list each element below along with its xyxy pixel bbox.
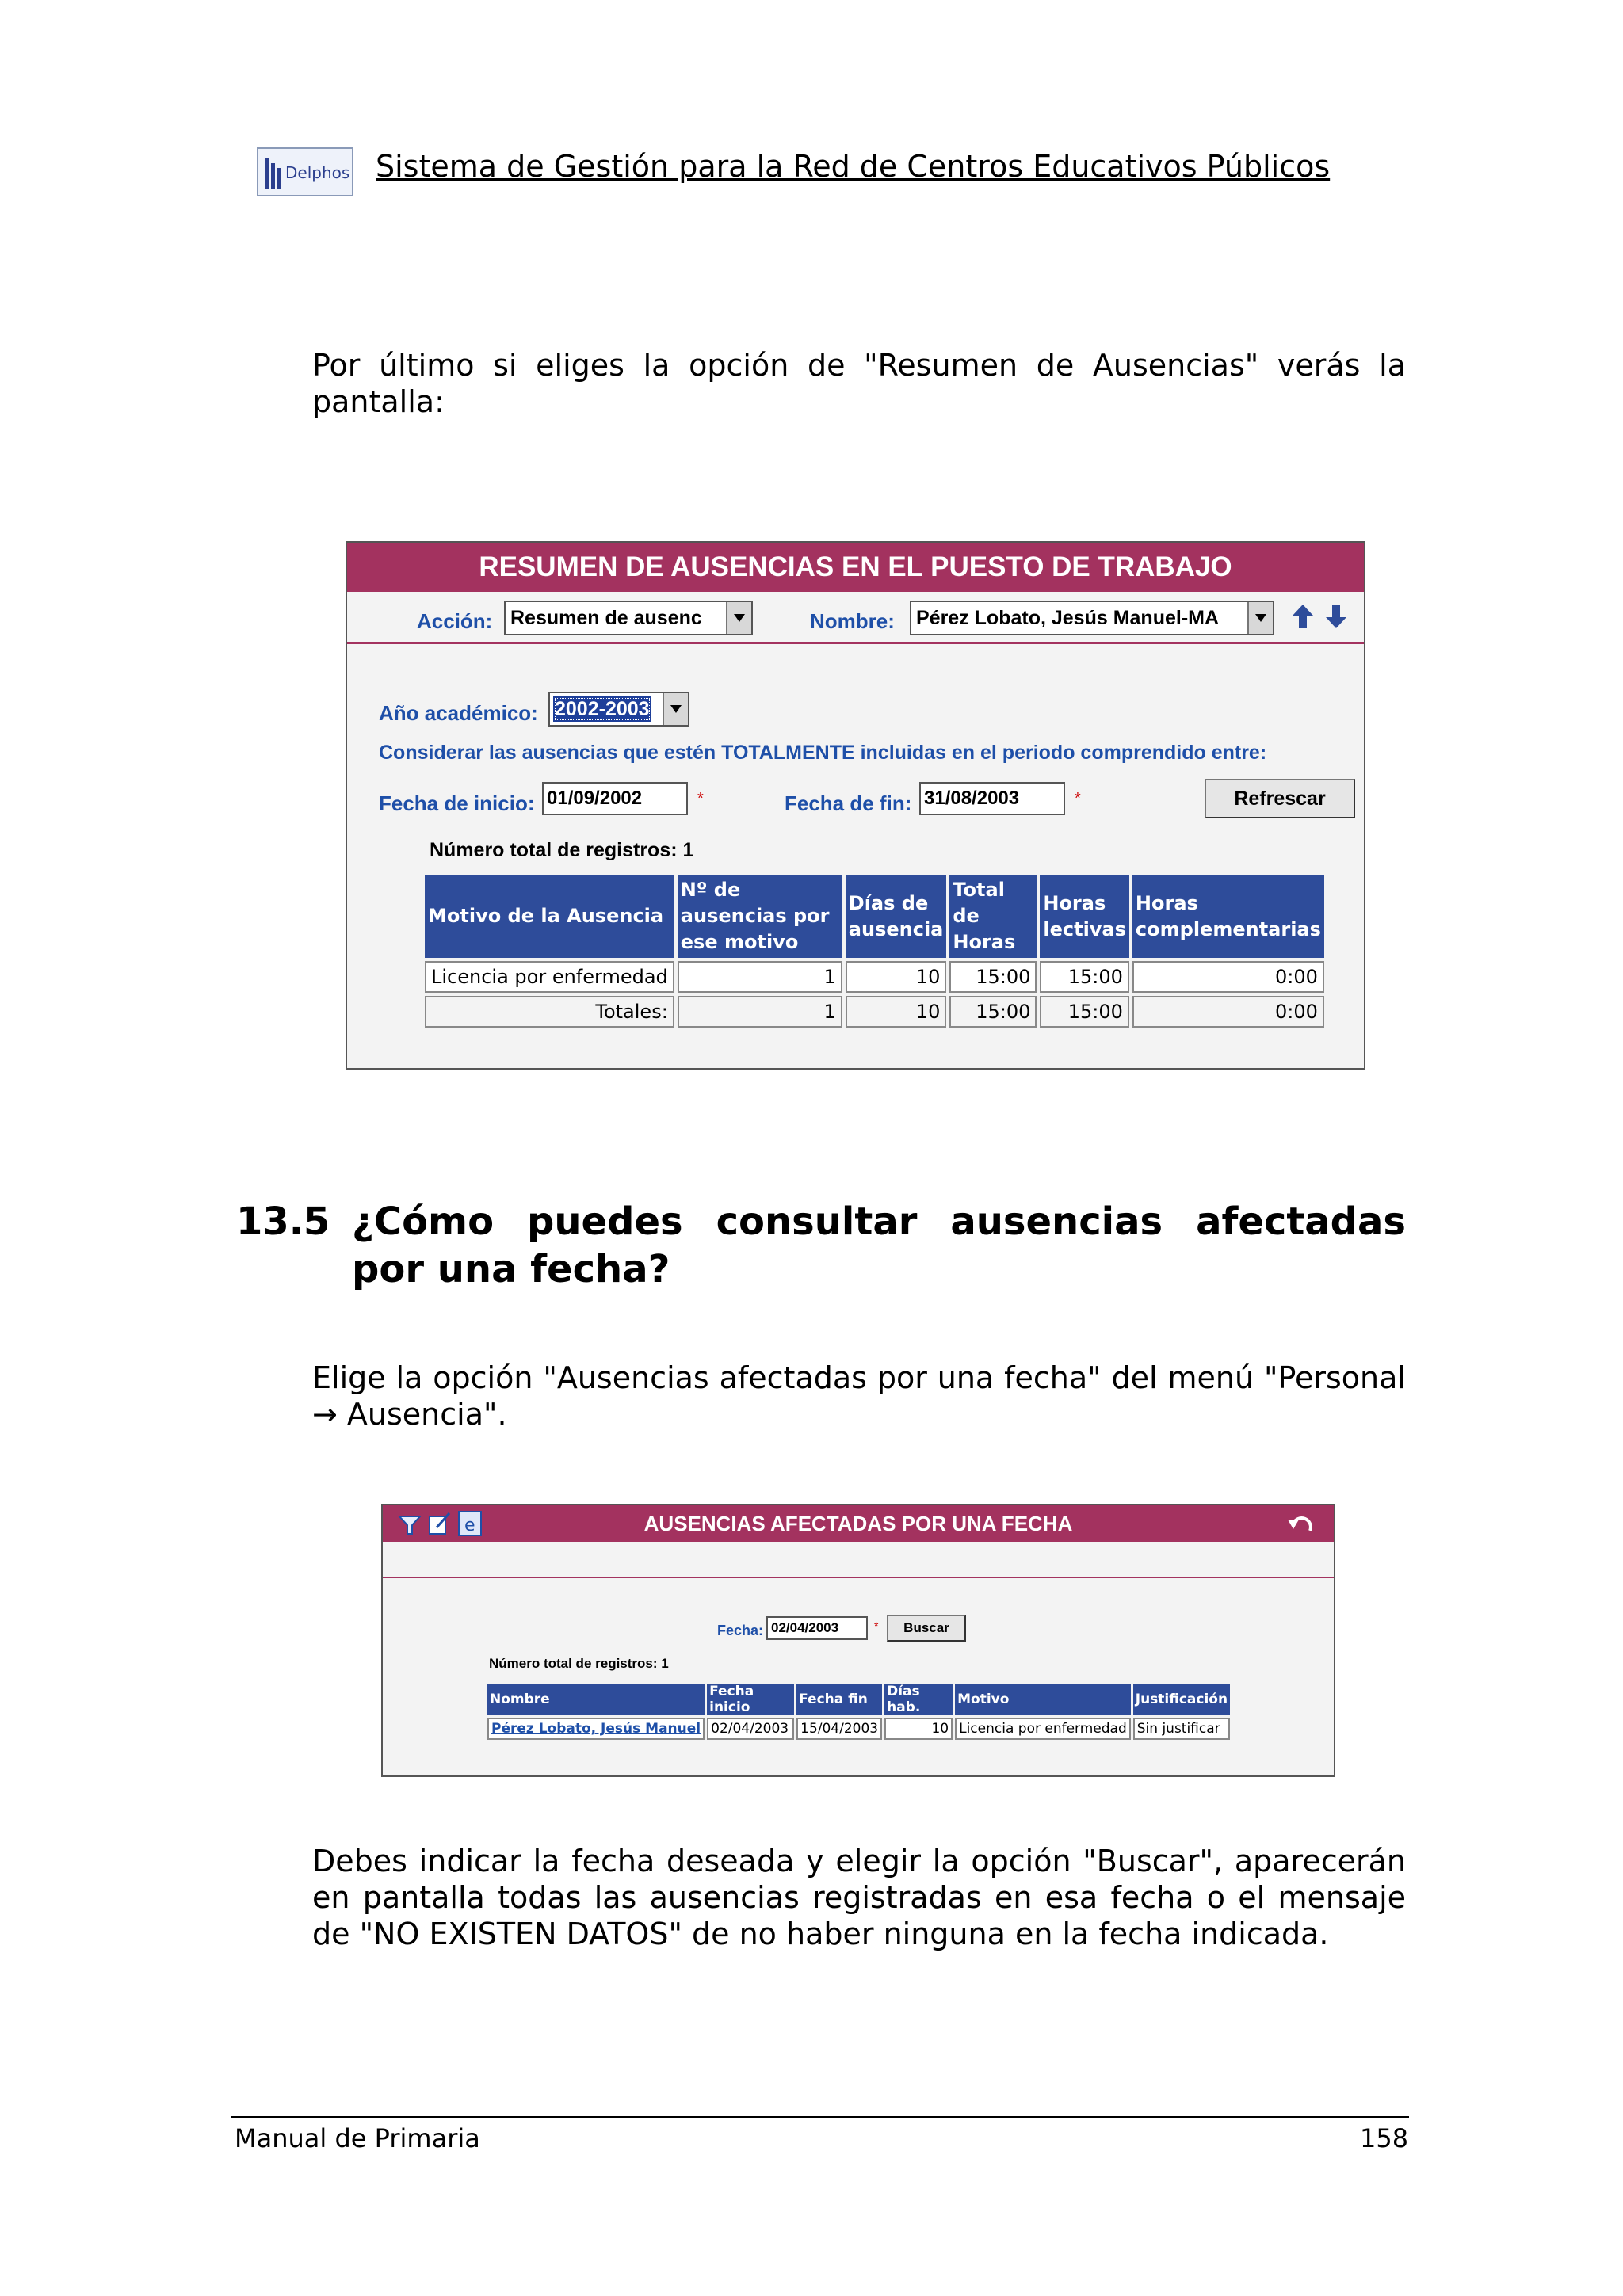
cell-nombre-link[interactable]: Pérez Lobato, Jesús Manuel — [487, 1718, 705, 1740]
col-total-horas: Total de Horas — [949, 875, 1037, 958]
logo-text: Delphos — [285, 163, 350, 182]
total-registros: Número total de registros: 1 — [430, 839, 694, 861]
instruction-paragraph — [312, 1360, 1406, 1432]
separator — [383, 1577, 1334, 1578]
accion-label: Acción: — [417, 609, 493, 633]
cell-num-ausencias: 1 — [678, 961, 842, 993]
cell-total-horas: 15:00 — [949, 961, 1037, 993]
total-horas-complementarias: 0:00 — [1132, 996, 1324, 1028]
closing-paragraph — [312, 1843, 1406, 1952]
cell-horas-complementarias: 0:00 — [1132, 961, 1324, 993]
col-motivo: Motivo — [955, 1684, 1131, 1715]
nombre-select[interactable] — [910, 601, 1274, 635]
total-horas-lectivas: 15:00 — [1040, 996, 1129, 1028]
fecha-inicio-input[interactable]: 01/09/2002 — [542, 782, 688, 815]
section-title-line-1: ¿Cómo puedes consultar ausencias afectadas — [352, 1199, 1406, 1244]
intro-paragraph — [312, 347, 1406, 420]
table-row — [487, 1718, 1230, 1740]
cell-dias: 10 — [846, 961, 947, 993]
closing-line-3: de "NO EXISTEN DATOS" de no haber ninguna en la fecha indicada. — [312, 1917, 1329, 1951]
resumen-table — [422, 871, 1327, 1031]
anio-academico-select[interactable] — [548, 692, 689, 727]
col-horas-complementarias: Horas complementarias — [1132, 875, 1324, 958]
refrescar-button[interactable]: Refrescar — [1205, 779, 1355, 818]
section-heading — [236, 1198, 1406, 1293]
chevron-down-icon[interactable] — [1247, 602, 1273, 634]
cell-justificacion: Sin justificar — [1133, 1718, 1230, 1740]
required-mark: * — [874, 1619, 879, 1632]
delphos-logo — [257, 147, 353, 196]
accion-select[interactable] — [504, 601, 753, 635]
arrow-up-icon[interactable] — [1292, 603, 1314, 630]
cell-motivo: Licencia por enfermedad — [425, 961, 674, 993]
svg-text:e: e — [464, 1516, 475, 1535]
cell-horas-lectivas: 15:00 — [1040, 961, 1129, 993]
separator — [347, 642, 1364, 644]
cell-fecha-inicio: 02/04/2003 — [707, 1718, 794, 1740]
section-number: 13.5 — [236, 1199, 330, 1244]
intro-line-1: Por último si eliges la opción de "Resumen de Ausencias" verás la — [312, 348, 1406, 383]
fecha-inicio-label: Fecha de inicio: — [379, 791, 535, 815]
col-dias: Días de ausencia — [846, 875, 947, 958]
table-row — [425, 961, 1324, 993]
table-header-row — [425, 875, 1324, 958]
footer-manual-title: Manual de Primaria — [235, 2123, 480, 2153]
fecha-fin-label: Fecha de fin: — [785, 791, 912, 815]
col-horas-lectivas: Horas lectivas — [1040, 875, 1129, 958]
required-mark: * — [1075, 790, 1081, 807]
totals-label: Totales: — [425, 996, 674, 1028]
col-justificacion: Justificación — [1133, 1684, 1230, 1715]
totals-row — [425, 996, 1324, 1028]
col-fecha-inicio: Fecha inicio — [707, 1684, 794, 1715]
nombre-label: Nombre: — [810, 609, 895, 633]
edit-icon[interactable] — [427, 1510, 453, 1537]
fecha-window-title: AUSENCIAS AFECTADAS POR UNA FECHA — [383, 1505, 1334, 1542]
columns-icon — [265, 157, 282, 189]
undo-icon[interactable] — [1286, 1510, 1312, 1537]
chevron-down-icon[interactable] — [663, 693, 688, 725]
required-mark: * — [697, 790, 704, 807]
buscar-button[interactable]: Buscar — [887, 1615, 966, 1642]
accion-select-value: Resumen de ausenc — [510, 607, 702, 629]
section-title-line-2: por una fecha? — [352, 1247, 670, 1291]
intro-line-2: pantalla: — [312, 384, 445, 419]
anio-academico-label: Año académico: — [379, 701, 538, 725]
fecha-fin-input[interactable]: 31/08/2003 — [919, 782, 1065, 815]
instruction-line-1: Elige la opción "Ausencias afectadas por una fecha" del menú "Personal — [312, 1360, 1406, 1395]
total-num-ausencias: 1 — [678, 996, 842, 1028]
footer-divider — [231, 2116, 1409, 2118]
col-nombre: Nombre — [487, 1684, 705, 1715]
cell-dias-hab: 10 — [884, 1718, 953, 1740]
ausencias-fecha-table — [485, 1681, 1232, 1742]
anio-select-value: 2002-2003 — [555, 698, 650, 720]
col-dias-hab: Días hab. — [884, 1684, 953, 1715]
fecha-label: Fecha: — [717, 1623, 764, 1638]
filter-icon[interactable] — [397, 1510, 422, 1537]
instruction-line-2: → Ausencia". — [312, 1397, 507, 1432]
arrow-down-icon[interactable] — [1325, 603, 1347, 630]
fecha-input[interactable]: 02/04/2003 — [766, 1616, 868, 1640]
total-horas: 15:00 — [949, 996, 1037, 1028]
page-number: 158 — [1360, 2123, 1409, 2153]
col-fecha-fin: Fecha fin — [796, 1684, 882, 1715]
col-motivo: Motivo de la Ausencia — [425, 875, 674, 958]
table-header-row — [487, 1684, 1230, 1715]
closing-line-2: en pantalla todas las ausencias registradas en esa fecha o el mensaje — [312, 1880, 1406, 1915]
col-num-ausencias: Nº de ausencias por ese motivo — [678, 875, 842, 958]
closing-line-1: Debes indicar la fecha deseada y elegir la opción "Buscar", aparecerán — [312, 1844, 1406, 1878]
resumen-window-title: RESUMEN DE AUSENCIAS EN EL PUESTO DE TRABAJO — [347, 543, 1364, 592]
header-title: Sistema de Gestión para la Red de Centros Educativos Públicos — [376, 149, 1331, 184]
nombre-select-value: Pérez Lobato, Jesús Manuel-MA — [916, 607, 1220, 629]
chevron-down-icon[interactable] — [726, 602, 751, 634]
considerar-text: Considerar las ausencias que estén TOTALMENTE incluidas en el periodo comprendido entre: — [379, 742, 1267, 764]
cell-motivo: Licencia por enfermedad — [955, 1718, 1131, 1740]
total-registros: Número total de registros: 1 — [489, 1656, 669, 1671]
total-dias: 10 — [846, 996, 947, 1028]
browser-icon[interactable] — [457, 1510, 483, 1537]
cell-fecha-fin: 15/04/2003 — [796, 1718, 882, 1740]
